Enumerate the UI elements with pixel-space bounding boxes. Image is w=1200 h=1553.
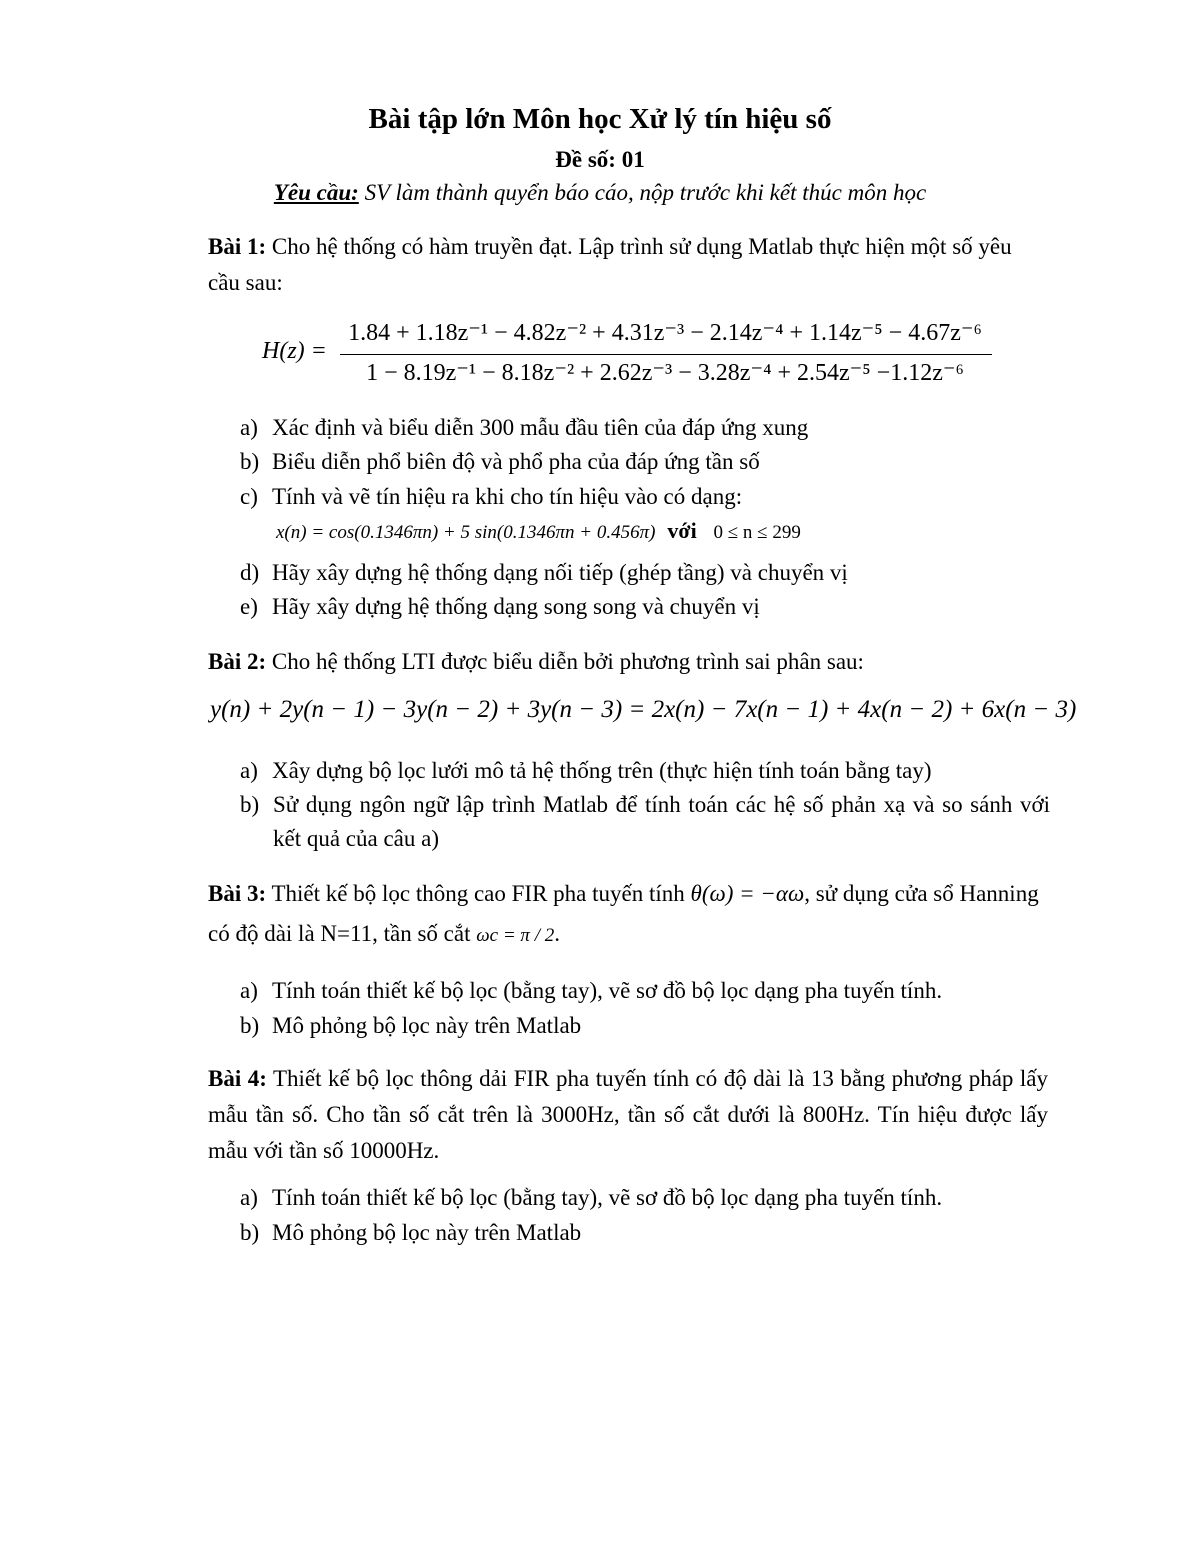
- item-label: b): [240, 792, 260, 817]
- bai2-text: Cho hệ thống LTI được biểu diễn bởi phương trình sai phân sau:: [266, 649, 864, 674]
- cutoff-formula: ωc = π / 2: [476, 925, 555, 946]
- item-text: Hãy xây dựng hệ thống dạng song song và chuyển vị: [272, 594, 760, 619]
- bai2-item-b: [240, 788, 1050, 856]
- item-label: b): [240, 1220, 260, 1245]
- bai2-item-a: [240, 754, 932, 788]
- item-text: Biểu diễn phổ biên độ và phổ pha của đáp ứng tần số: [272, 449, 760, 474]
- item-text: Mô phỏng bộ lọc này trên Matlab: [272, 1220, 582, 1245]
- item-text: Tính toán thiết kế bộ lọc (bằng tay), vẽ sơ đồ bộ lọc dạng pha tuyến tính.: [272, 978, 943, 1003]
- requirement-label: Yêu cầu:: [273, 180, 359, 205]
- sample-range: 0 ≤ n ≤ 299: [713, 522, 801, 543]
- bai2-label: Bài 2:: [208, 649, 267, 674]
- bai1-item-e: [240, 590, 760, 624]
- exam-number: Đề số: 01: [555, 147, 645, 172]
- item-text: Hãy xây dựng hệ thống dạng nối tiếp (ghép tầng) và chuyển vị: [272, 560, 848, 585]
- fraction-bar: [340, 354, 992, 355]
- transfer-function-numerator: 1.84 + 1.18z⁻¹ − 4.82z⁻² + 4.31z⁻³ − 2.14z⁻⁴ + 1.14z⁻⁵ − 4.67z⁻⁶: [348, 320, 982, 346]
- bai3-intro: [208, 874, 1048, 956]
- bai1-item-a: [240, 411, 808, 445]
- item-label: e): [240, 594, 258, 619]
- item-text: Sử dụng ngôn ngữ lập trình Matlab để tính toán các hệ số phản xạ và so sánh với kết quả của câu a): [273, 792, 1050, 851]
- item-label: a): [240, 1185, 258, 1210]
- item-text: Xây dựng bộ lọc lưới mô tả hệ thống trên (thực hiện tính toán bằng tay): [272, 758, 932, 783]
- item-label: b): [240, 1013, 260, 1038]
- bai3-text-middle: , sử dụng cửa sổ Hanning có độ dài là N=11, tần số cắt: [208, 881, 1039, 946]
- bai1-item-c: [240, 480, 742, 514]
- phase-formula: θ(ω) = −αω: [690, 881, 805, 906]
- item-label: a): [240, 415, 258, 440]
- bai4-item-a: [240, 1181, 942, 1215]
- item-text: Tính toán thiết kế bộ lọc (bằng tay), vẽ sơ đồ bộ lọc dạng pha tuyến tính.: [272, 1185, 943, 1210]
- requirement-text: SV làm thành quyển báo cáo, nộp trước khi kết thúc môn học: [358, 180, 927, 205]
- item-text: Tính và vẽ tín hiệu ra khi cho tín hiệu vào có dạng:: [272, 484, 743, 509]
- page-title: Bài tập lớn Môn học Xử lý tín hiệu số: [368, 103, 832, 135]
- item-label: c): [240, 484, 258, 509]
- bai3-label: Bài 3:: [208, 881, 267, 906]
- item-label: a): [240, 978, 258, 1003]
- item-label: b): [240, 449, 260, 474]
- bai1-item-d: [240, 556, 848, 590]
- bai4-item-b: [240, 1216, 581, 1250]
- input-signal-equation: [276, 518, 801, 544]
- item-text: Mô phỏng bộ lọc này trên Matlab: [272, 1013, 582, 1038]
- requirement-line: [0, 180, 1200, 206]
- bai3-text-after: .: [554, 921, 560, 946]
- transfer-function: [262, 318, 1002, 388]
- bai3-text-before: Thiết kế bộ lọc thông cao FIR pha tuyến tính: [266, 881, 691, 906]
- item-text: Xác định và biểu diễn 300 mẫu đầu tiên của đáp ứng xung: [272, 415, 809, 440]
- transfer-function-lhs: H(z) =: [262, 338, 327, 364]
- difference-equation: y(n) + 2y(n − 1) − 3y(n − 2) + 3y(n − 3) = 2x(n) − 7x(n − 1) + 4x(n − 2) + 6x(n − 3): [210, 696, 1077, 723]
- bai3-item-b: [240, 1009, 581, 1043]
- bai1-text: Cho hệ thống có hàm truyền đạt. Lập trình sử dụng Matlab thực hiện một số yêu cầu sau:: [208, 234, 1012, 295]
- item-label: a): [240, 758, 258, 783]
- bai1-item-b: [240, 445, 760, 479]
- bai1-intro: [208, 229, 1048, 301]
- bai1-label: Bài 1:: [208, 234, 267, 259]
- input-signal: x(n) = cos(0.1346πn) + 5 sin(0.1346πn + 0.456π): [276, 522, 656, 543]
- bai4-text: Thiết kế bộ lọc thông dải FIR pha tuyến tính có độ dài là 13 bằng phương pháp lấy mẫu tần số. Cho tần số cắt trên là 3000Hz, tần số cắt dưới là 800Hz. Tín hiệu được lấy mẫu với tần số 10000Hz.: [208, 1066, 1049, 1163]
- bai3-item-a: [240, 974, 942, 1008]
- transfer-function-denominator: 1 − 8.19z⁻¹ − 8.18z⁻² + 2.62z⁻³ − 3.28z⁻⁴ + 2.54z⁻⁵ −1.12z⁻⁶: [366, 360, 964, 386]
- bai4-intro: [208, 1061, 1048, 1169]
- item-label: d): [240, 560, 260, 585]
- voi-word: với: [667, 518, 697, 543]
- bai2-intro: [208, 644, 1048, 680]
- bai4-label: Bài 4:: [208, 1066, 267, 1091]
